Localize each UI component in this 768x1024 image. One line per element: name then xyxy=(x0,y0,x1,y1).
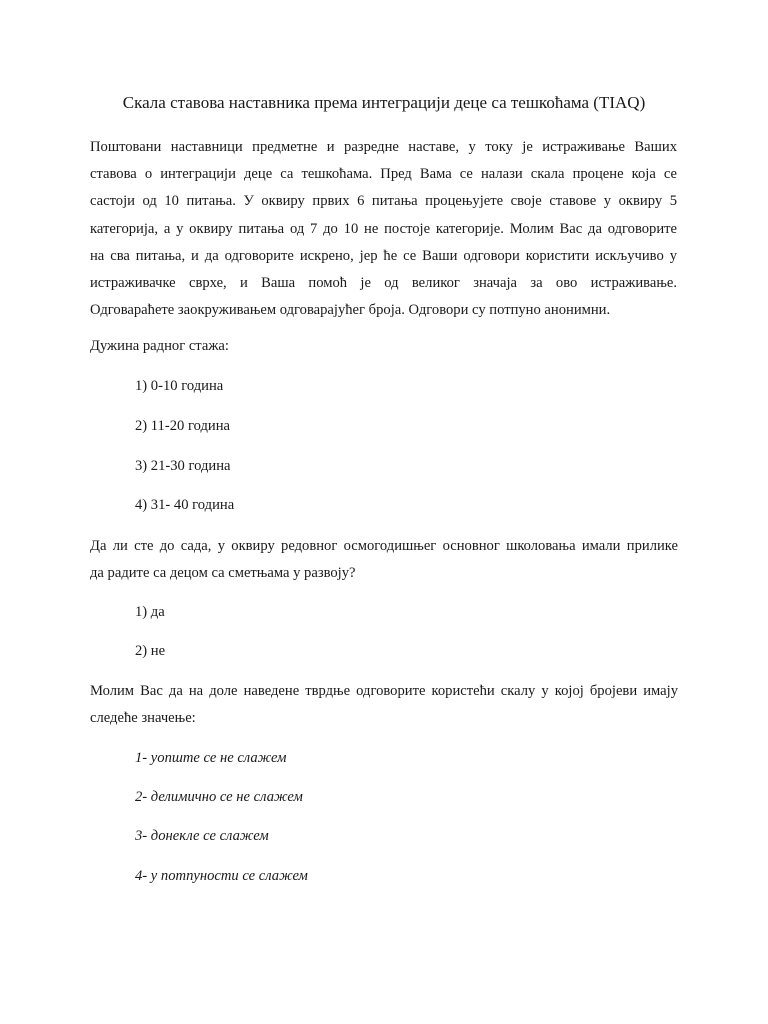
scale-item: 2- делимично се не слажем xyxy=(135,789,303,805)
intro-paragraph xyxy=(90,134,677,324)
intro-line: истраживачке сврхе, и Ваша помоћ је од великог значаја за ово истраживање. xyxy=(90,275,677,292)
option-item[interactable]: 4) 31- 40 година xyxy=(135,497,235,513)
question-line: Да ли сте до сада, у оквиру редовног осмогодишњег основног школовања имали прилике xyxy=(90,538,678,554)
question-work-experience: Дужина радног стажа: xyxy=(90,338,229,354)
option-item[interactable]: 1) да xyxy=(135,604,165,620)
scale-item: 4- у потпуности се слажем xyxy=(135,868,308,884)
scale-instructions xyxy=(90,678,678,732)
question-line: да радите са децом са сметњама у развоју? xyxy=(90,565,356,582)
scale-item: 3- донекле се слажем xyxy=(135,828,269,844)
intro-line: категорија, а у оквиру питања од 7 до 10 не постоје категорије. Молим Вас да одговорите xyxy=(90,220,677,237)
intro-line: састоји од 10 питања. У оквиру првих 6 питања процењујете своје ставове у оквиру 5 xyxy=(90,193,677,210)
option-item[interactable]: 2) не xyxy=(135,643,166,659)
option-item[interactable]: 3) 21-30 година xyxy=(135,458,231,474)
intro-line: ставова о интеграцији деце са тешкоћама. Пред Вама се налази скала процене која се xyxy=(90,166,677,183)
document-title: Скала ставова наставника према интеграцији деце са тешкоћама (TIAQ) xyxy=(122,93,646,112)
instruction-line: Молим Вас да на доле наведене тврдње одговорите користећи скалу у којој бројеви имају xyxy=(90,683,678,699)
option-item[interactable]: 1) 0-10 година xyxy=(135,378,224,394)
question-experience-with-children xyxy=(90,533,678,587)
scale-item: 1- уопште се не слажем xyxy=(135,750,287,766)
intro-line: на сва питања, и да одговорите искрено, јер ће се Ваши одговори користити искључиво у xyxy=(90,247,677,264)
intro-line: Одговараћете заокруживањем одговарајућег броја. Одговори су потпуно анонимни. xyxy=(90,302,611,319)
option-item[interactable]: 2) 11-20 година xyxy=(135,418,230,434)
instruction-line: следеће значење: xyxy=(90,710,196,727)
intro-line: Поштовани наставници предметне и разредне наставе, у току је истраживање Ваших xyxy=(90,139,677,155)
